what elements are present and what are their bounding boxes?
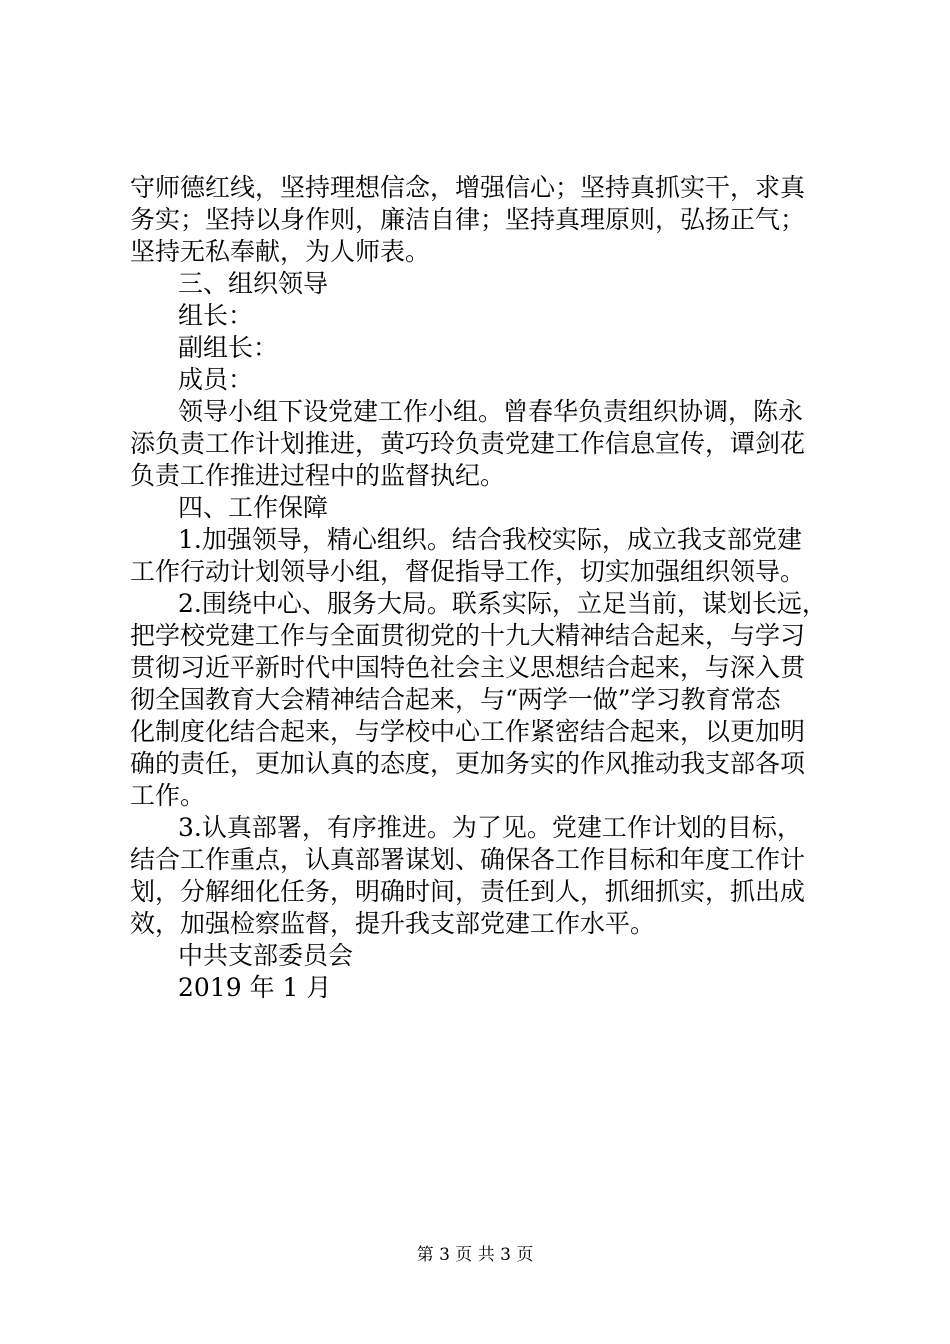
body-line: 务实；坚持以身作则，廉洁自律；坚持真理原则，弘扬正气； bbox=[130, 205, 806, 234]
body-line: 贯彻习近平新时代中国特色社会主义思想结合起来，与深入贯 bbox=[130, 653, 806, 682]
page-number-footer: 第 3 页 共 3 页 bbox=[416, 1245, 534, 1265]
body-line: 组长： bbox=[178, 301, 254, 330]
body-line: 把学校党建工作与全面贯彻党的十九大精神结合起来，与学习 bbox=[130, 621, 806, 650]
section-heading: 四、工作保障 bbox=[178, 493, 329, 522]
body-line: 工作行动计划领导小组，督促指导工作，切实加强组织领导。 bbox=[130, 557, 806, 586]
body-line: 副组长： bbox=[178, 333, 279, 362]
body-line: 成员： bbox=[178, 365, 254, 394]
body-line: 划，分解细化任务，明确时间，责任到人，抓细抓实，抓出成 bbox=[130, 877, 806, 906]
section-heading: 三、组织领导 bbox=[178, 269, 329, 298]
body-line: 添负责工作计划推进，黄巧玲负责党建工作信息宣传，谭剑花 bbox=[130, 429, 806, 458]
body-line: 结合工作重点，认真部署谋划、确保各工作目标和年度工作计 bbox=[130, 845, 806, 874]
body-line: 2.围绕中心、服务大局。联系实际，立足当前，谋划长远， bbox=[178, 589, 827, 618]
document-body bbox=[130, 172, 830, 1004]
body-line: 彻全国教育大会精神结合起来，与“两学一做”学习教育常态 bbox=[130, 685, 781, 714]
signature-organization: 中共支部委员会 bbox=[178, 941, 354, 970]
signature-date: 2019 年 1 月 bbox=[178, 973, 332, 1002]
body-line: 坚持无私奉献，为人师表。 bbox=[130, 237, 431, 266]
body-line: 领导小组下设党建工作小组。曾春华负责组织协调，陈永 bbox=[178, 397, 804, 426]
body-line: 负责工作推进过程中的监督执纪。 bbox=[130, 461, 506, 490]
body-line: 工作。 bbox=[130, 781, 206, 810]
body-line: 守师德红线，坚持理想信念，增强信心；坚持真抓实干，求真 bbox=[130, 173, 806, 202]
body-line: 3.认真部署，有序推进。为了见。党建工作计划的目标， bbox=[178, 813, 802, 842]
body-line: 化制度化结合起来，与学校中心工作紧密结合起来，以更加明 bbox=[130, 717, 806, 746]
body-line: 效，加强检察监督，提升我支部党建工作水平。 bbox=[130, 909, 656, 938]
body-line: 确的责任，更加认真的态度，更加务实的作风推动我支部各项 bbox=[130, 749, 806, 778]
body-line: 1.加强领导，精心组织。结合我校实际，成立我支部党建 bbox=[178, 525, 802, 554]
